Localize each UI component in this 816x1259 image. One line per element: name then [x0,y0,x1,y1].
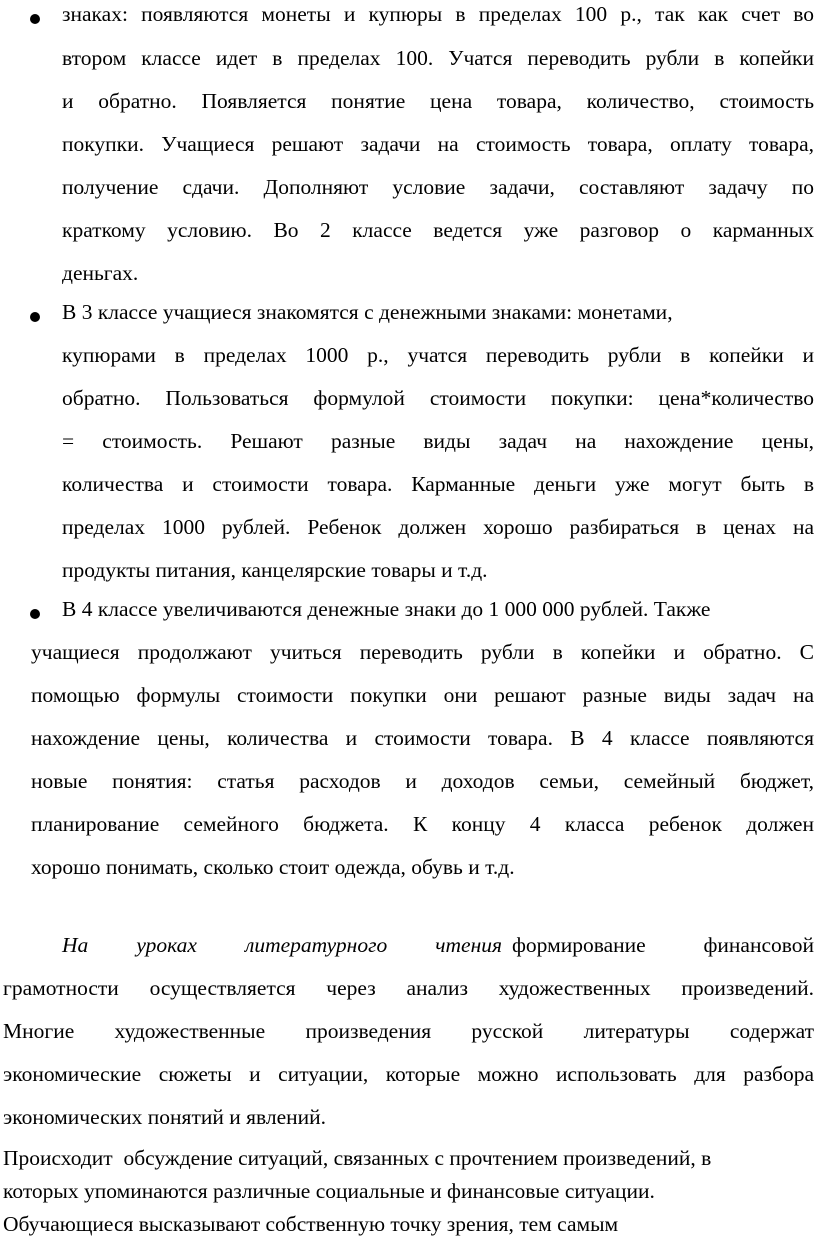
italic-word: уроках [136,933,197,957]
italic-word: литературного [244,933,388,957]
text-line: хорошо понимать, сколько стоит одежда, обувь и т.д. [31,855,515,879]
italic-word: На [62,933,89,957]
text-line: Происходит обсуждение ситуаций, связанных с прочтением произведений, в [3,1146,712,1170]
text-line: планирование семейного бюджета. К концу 4 класса ребенок должен [31,812,814,836]
text-line: помощью формулы стоимости покупки они решают разные виды задач на [31,683,814,707]
italic-lead [62,933,502,958]
bullet-icon [30,609,40,619]
text-line: знаках: появляются монеты и купюры в пределах 100 р., так как счет во [62,2,814,26]
text-line: В 3 классе учащиеся знакомятся с денежными знаками: монетами, [62,300,673,324]
text-line: Многие художественные произведения русской литературы содержат [3,1019,814,1043]
text-line: экономических понятий и явлений. [3,1105,327,1129]
first-line-rest [512,933,814,958]
bullet-icon [30,312,40,322]
text-line: продукты питания, канцелярские товары и т.д. [62,558,488,582]
text-line: которых упоминаются различные социальные и финансовые ситуации. [3,1179,655,1203]
text-line: и обратно. Появляется понятие цена товара, количество, стоимость [62,89,814,113]
text-line: экономические сюжеты и ситуации, которые можно использовать для разбора [3,1062,814,1086]
text-line: учащиеся продолжают учиться переводить рубли в копейки и обратно. С [31,640,814,664]
text-line: нахождение цены, количества и стоимости товара. В 4 классе появляются [31,726,814,750]
bullet-icon [30,14,40,24]
word: финансовой [703,933,814,957]
text-line: купюрами в пределах 1000 р., учатся переводить рубли в копейки и [62,343,814,367]
text-line: получение сдачи. Дополняют условие задачи, составляют задачу по [62,175,814,199]
text-line: обратно. Пользоваться формулой стоимости покупки: цена*количество [62,386,814,410]
text-line: новые понятия: статья расходов и доходов семьи, семейный бюджет, [31,769,814,793]
text-line: количества и стоимости товара. Карманные деньги уже могут быть в [62,472,814,496]
text-line: Обучающиеся высказывают собственную точку зрения, тем самым [3,1212,619,1236]
text-line: грамотности осуществляется через анализ художественных произведений. [3,976,814,1000]
text-line: деньгах. [62,261,139,285]
text-line: В 4 классе увеличиваются денежные знаки до 1 000 000 рублей. Также [62,597,711,621]
text-line: пределах 1000 рублей. Ребенок должен хорошо разбираться в ценах на [62,515,814,539]
text-line [62,933,814,958]
text-line: втором классе идет в пределах 100. Учатся переводить рубли в копейки [62,46,814,70]
italic-word: чтения [435,933,502,957]
text-line: покупки. Учащиеся решают задачи на стоимость товара, оплату товара, [62,132,814,156]
text-line: = стоимость. Решают разные виды задач на нахождение цены, [62,429,814,453]
word: формирование [512,933,646,957]
text-line: краткому условию. Во 2 классе ведется уже разговор о карманных [62,218,814,242]
